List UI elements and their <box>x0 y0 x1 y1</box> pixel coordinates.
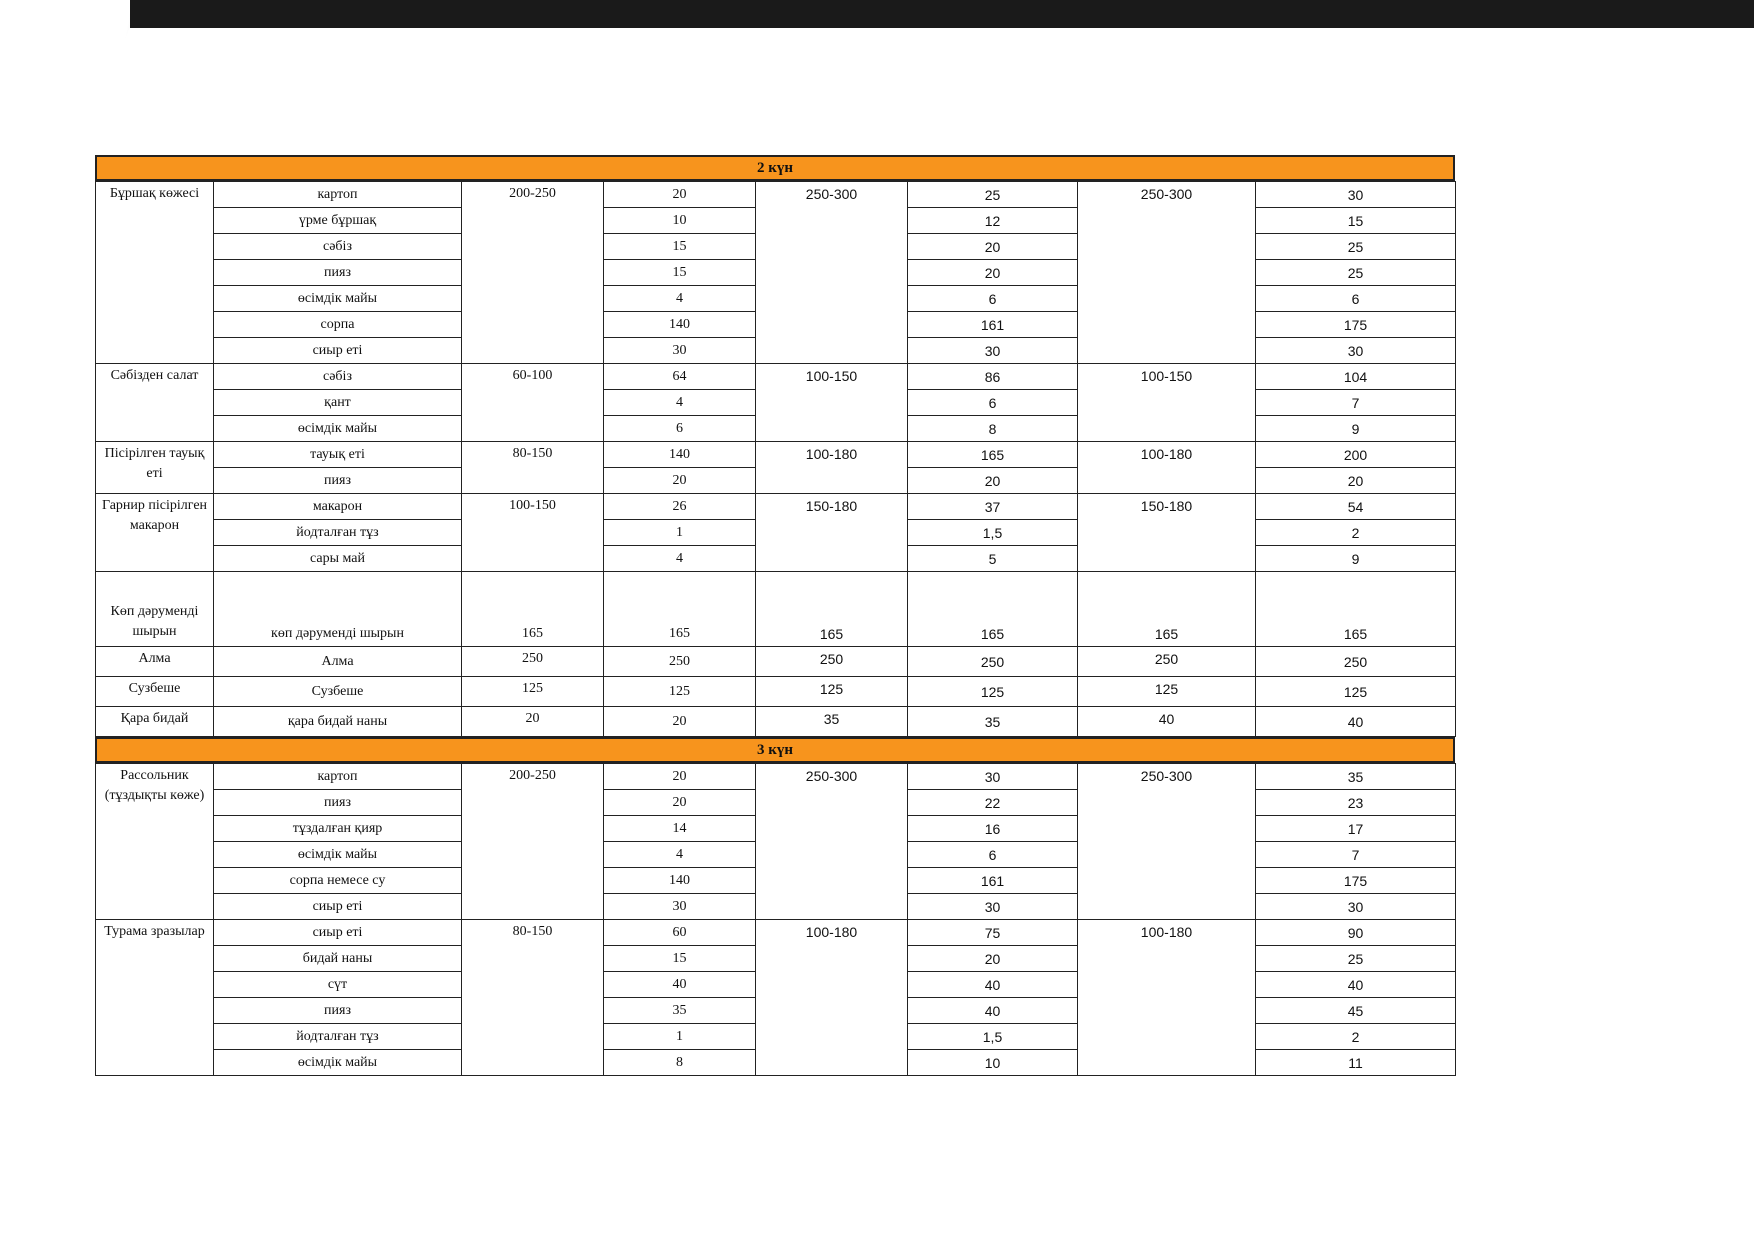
weight-age-3: 30 <box>1256 894 1456 920</box>
weight-age-1: 140 <box>604 442 756 468</box>
weight-age-1: 14 <box>604 816 756 842</box>
weight-age-2: 30 <box>908 338 1078 364</box>
weight-age-3: 45 <box>1256 998 1456 1024</box>
weight-age-2: 37 <box>908 494 1078 520</box>
dish-name: Рассольник (тұздықты көже) <box>96 764 214 920</box>
weight-age-1: 250 <box>604 647 756 677</box>
weight-age-3: 30 <box>1256 182 1456 208</box>
portion-age-3: 250-300 <box>1078 182 1256 364</box>
weight-age-3: 175 <box>1256 312 1456 338</box>
ingredient-name: картоп <box>214 764 462 790</box>
weight-age-2: 40 <box>908 972 1078 998</box>
menu-table <box>95 763 1456 1076</box>
weight-age-1: 140 <box>604 312 756 338</box>
weight-age-3: 175 <box>1256 868 1456 894</box>
table-row <box>96 494 1456 520</box>
weight-age-2: 250 <box>908 647 1078 677</box>
portion-age-1: 200-250 <box>462 764 604 920</box>
portion-age-3: 125 <box>1078 677 1256 707</box>
ingredient-name: пияз <box>214 468 462 494</box>
dish-name: Гарнир пісірілген макарон <box>96 494 214 572</box>
weight-age-1: 4 <box>604 842 756 868</box>
portion-age-3: 100-180 <box>1078 442 1256 494</box>
weight-age-2: 20 <box>908 234 1078 260</box>
weight-age-3: 25 <box>1256 234 1456 260</box>
weight-age-1: 20 <box>604 790 756 816</box>
weight-age-1: 35 <box>604 998 756 1024</box>
weight-age-3: 25 <box>1256 946 1456 972</box>
ingredient-name: пияз <box>214 260 462 286</box>
weight-age-2: 6 <box>908 390 1078 416</box>
ingredient-name: сүт <box>214 972 462 998</box>
ingredient-name: сорпа немесе су <box>214 868 462 894</box>
table-row <box>96 920 1456 946</box>
portion-age-3: 250 <box>1078 647 1256 677</box>
ingredient-name: сары май <box>214 546 462 572</box>
ingredient-name: қара бидай наны <box>214 707 462 737</box>
ingredient-name: сиыр еті <box>214 920 462 946</box>
weight-age-2: 8 <box>908 416 1078 442</box>
weight-age-1: 60 <box>604 920 756 946</box>
ingredient-name: қант <box>214 390 462 416</box>
weight-age-3: 30 <box>1256 338 1456 364</box>
portion-age-2: 100-150 <box>756 364 908 442</box>
dish-name: Алма <box>96 647 214 677</box>
weight-age-3: 125 <box>1256 677 1456 707</box>
ingredient-name: Сузбеше <box>214 677 462 707</box>
ingredient-name: сорпа <box>214 312 462 338</box>
dish-name: Бұршақ көжесі <box>96 182 214 364</box>
weight-age-2: 30 <box>908 894 1078 920</box>
menu-table <box>95 181 1456 737</box>
weight-age-1: 140 <box>604 868 756 894</box>
weight-age-3: 104 <box>1256 364 1456 390</box>
table-row <box>96 647 1456 677</box>
weight-age-3: 54 <box>1256 494 1456 520</box>
table-row <box>96 364 1456 390</box>
weight-age-1: 15 <box>604 946 756 972</box>
weight-age-1: 30 <box>604 894 756 920</box>
weight-age-2: 6 <box>908 286 1078 312</box>
menu-document <box>95 155 1455 1076</box>
dish-name: Сузбеше <box>96 677 214 707</box>
weight-age-1: 4 <box>604 546 756 572</box>
weight-age-1: 4 <box>604 286 756 312</box>
weight-age-2: 5 <box>908 546 1078 572</box>
ingredient-name: тұздалған қияр <box>214 816 462 842</box>
portion-age-3: 40 <box>1078 707 1256 737</box>
weight-age-3: 90 <box>1256 920 1456 946</box>
weight-age-3: 9 <box>1256 416 1456 442</box>
ingredient-name: өсімдік майы <box>214 1050 462 1076</box>
portion-age-3: 250-300 <box>1078 764 1256 920</box>
dish-name: Қара бидай <box>96 707 214 737</box>
weight-age-2: 30 <box>908 764 1078 790</box>
weight-age-2: 16 <box>908 816 1078 842</box>
weight-age-3: 9 <box>1256 546 1456 572</box>
weight-age-2: 6 <box>908 842 1078 868</box>
ingredient-name: пияз <box>214 790 462 816</box>
portion-age-1: 125 <box>462 677 604 707</box>
weight-age-3: 20 <box>1256 468 1456 494</box>
ingredient-name: Алма <box>214 647 462 677</box>
weight-age-1: 10 <box>604 208 756 234</box>
ingredient-name: сәбіз <box>214 364 462 390</box>
weight-age-2: 22 <box>908 790 1078 816</box>
portion-age-2: 250-300 <box>756 764 908 920</box>
weight-age-3: 7 <box>1256 842 1456 868</box>
portion-age-2: 35 <box>756 707 908 737</box>
portion-age-1: 165 <box>462 572 604 647</box>
weight-age-2: 1,5 <box>908 520 1078 546</box>
weight-age-2: 125 <box>908 677 1078 707</box>
weight-age-2: 20 <box>908 468 1078 494</box>
portion-age-3: 100-180 <box>1078 920 1256 1076</box>
weight-age-3: 165 <box>1256 572 1456 647</box>
portion-age-2: 165 <box>756 572 908 647</box>
weight-age-3: 250 <box>1256 647 1456 677</box>
table-row <box>96 677 1456 707</box>
ingredient-name: пияз <box>214 998 462 1024</box>
weight-age-1: 30 <box>604 338 756 364</box>
table-row <box>96 707 1456 737</box>
weight-age-3: 17 <box>1256 816 1456 842</box>
weight-age-1: 1 <box>604 1024 756 1050</box>
weight-age-3: 200 <box>1256 442 1456 468</box>
ingredient-name: үрме бұршақ <box>214 208 462 234</box>
portion-age-2: 100-180 <box>756 920 908 1076</box>
weight-age-1: 20 <box>604 468 756 494</box>
weight-age-2: 161 <box>908 312 1078 338</box>
weight-age-3: 25 <box>1256 260 1456 286</box>
weight-age-2: 75 <box>908 920 1078 946</box>
weight-age-3: 40 <box>1256 972 1456 998</box>
scan-edge-shadow <box>130 0 1754 28</box>
ingredient-name: картоп <box>214 182 462 208</box>
ingredient-name: бидай наны <box>214 946 462 972</box>
portion-age-1: 100-150 <box>462 494 604 572</box>
ingredient-name: өсімдік майы <box>214 842 462 868</box>
ingredient-name: йодталған тұз <box>214 1024 462 1050</box>
dish-name: Пісірілген тауық еті <box>96 442 214 494</box>
portion-age-2: 250 <box>756 647 908 677</box>
weight-age-3: 15 <box>1256 208 1456 234</box>
portion-age-3: 100-150 <box>1078 364 1256 442</box>
weight-age-3: 2 <box>1256 520 1456 546</box>
weight-age-2: 20 <box>908 260 1078 286</box>
dish-name: Көп дәруменді шырын <box>96 572 214 647</box>
day-header: 3 күн <box>95 737 1455 763</box>
weight-age-1: 64 <box>604 364 756 390</box>
weight-age-2: 86 <box>908 364 1078 390</box>
weight-age-3: 2 <box>1256 1024 1456 1050</box>
portion-age-3: 165 <box>1078 572 1256 647</box>
ingredient-name: сәбіз <box>214 234 462 260</box>
weight-age-2: 12 <box>908 208 1078 234</box>
weight-age-2: 165 <box>908 442 1078 468</box>
portion-age-2: 100-180 <box>756 442 908 494</box>
portion-age-1: 250 <box>462 647 604 677</box>
weight-age-1: 20 <box>604 707 756 737</box>
weight-age-1: 8 <box>604 1050 756 1076</box>
weight-age-3: 40 <box>1256 707 1456 737</box>
dish-name: Сәбізден салат <box>96 364 214 442</box>
ingredient-name: сиыр еті <box>214 338 462 364</box>
portion-age-2: 150-180 <box>756 494 908 572</box>
portion-age-1: 80-150 <box>462 442 604 494</box>
weight-age-1: 1 <box>604 520 756 546</box>
weight-age-2: 161 <box>908 868 1078 894</box>
weight-age-3: 6 <box>1256 286 1456 312</box>
portion-age-1: 200-250 <box>462 182 604 364</box>
weight-age-2: 10 <box>908 1050 1078 1076</box>
portion-age-2: 125 <box>756 677 908 707</box>
weight-age-1: 6 <box>604 416 756 442</box>
weight-age-1: 40 <box>604 972 756 998</box>
weight-age-1: 165 <box>604 572 756 647</box>
weight-age-3: 7 <box>1256 390 1456 416</box>
weight-age-1: 4 <box>604 390 756 416</box>
portion-age-1: 60-100 <box>462 364 604 442</box>
portion-age-2: 250-300 <box>756 182 908 364</box>
portion-age-1: 80-150 <box>462 920 604 1076</box>
day-header: 2 күн <box>95 155 1455 181</box>
ingredient-name: өсімдік майы <box>214 286 462 312</box>
weight-age-1: 125 <box>604 677 756 707</box>
ingredient-name: йодталған тұз <box>214 520 462 546</box>
weight-age-2: 40 <box>908 998 1078 1024</box>
ingredient-name: макарон <box>214 494 462 520</box>
weight-age-1: 26 <box>604 494 756 520</box>
dish-name: Турама зразылар <box>96 920 214 1076</box>
weight-age-2: 25 <box>908 182 1078 208</box>
weight-age-2: 165 <box>908 572 1078 647</box>
weight-age-2: 20 <box>908 946 1078 972</box>
portion-age-1: 20 <box>462 707 604 737</box>
weight-age-3: 23 <box>1256 790 1456 816</box>
weight-age-3: 11 <box>1256 1050 1456 1076</box>
weight-age-1: 20 <box>604 182 756 208</box>
ingredient-name: көп дәруменді шырын <box>214 572 462 647</box>
portion-age-3: 150-180 <box>1078 494 1256 572</box>
table-row <box>96 764 1456 790</box>
table-row <box>96 442 1456 468</box>
weight-age-2: 1,5 <box>908 1024 1078 1050</box>
weight-age-1: 20 <box>604 764 756 790</box>
ingredient-name: сиыр еті <box>214 894 462 920</box>
table-row <box>96 572 1456 647</box>
ingredient-name: өсімдік майы <box>214 416 462 442</box>
weight-age-3: 35 <box>1256 764 1456 790</box>
weight-age-2: 35 <box>908 707 1078 737</box>
ingredient-name: тауық еті <box>214 442 462 468</box>
table-row <box>96 182 1456 208</box>
weight-age-1: 15 <box>604 260 756 286</box>
weight-age-1: 15 <box>604 234 756 260</box>
